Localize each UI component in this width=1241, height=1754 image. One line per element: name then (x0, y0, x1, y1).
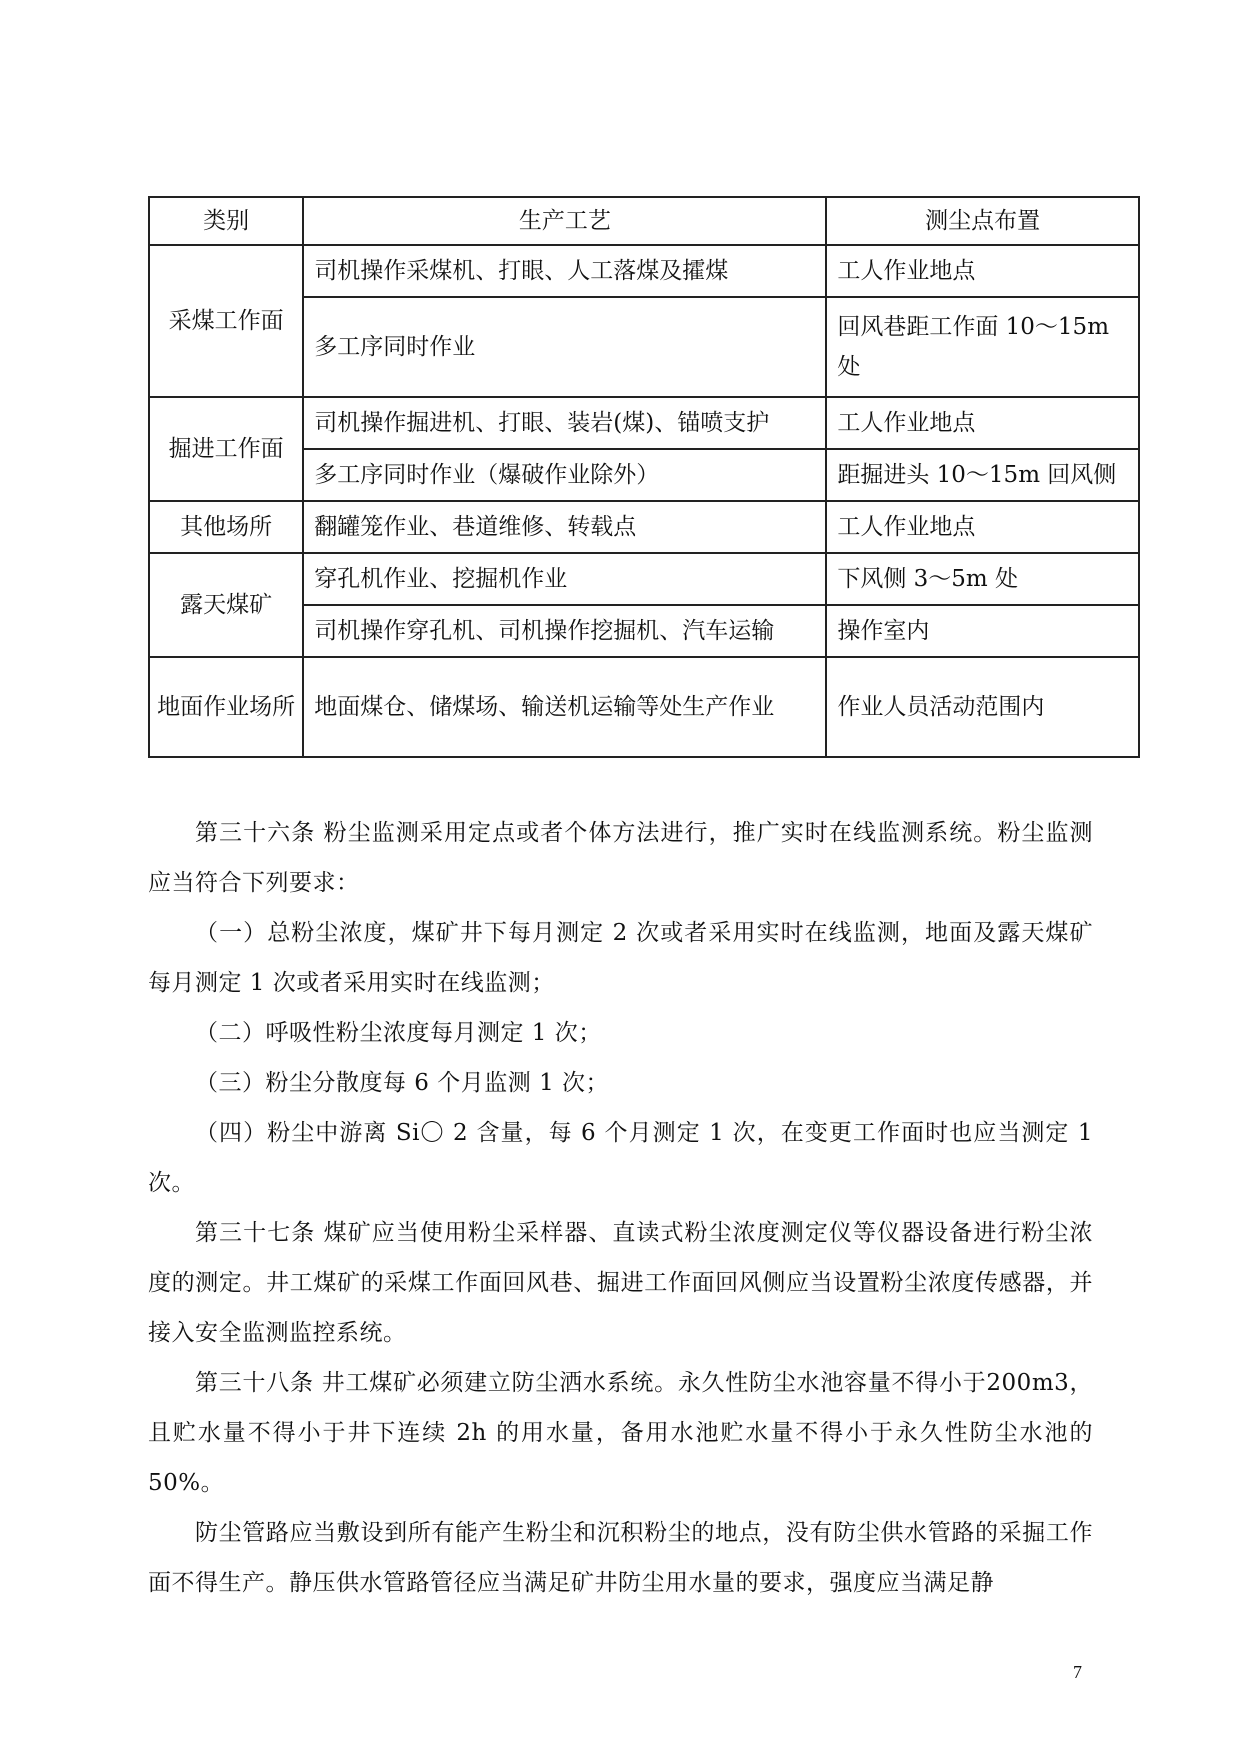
category-cell: 采煤工作面 (149, 245, 303, 397)
point-cell: 距掘进头 10～15m 回风侧 (826, 449, 1139, 501)
article-37-paragraph: 第三十七条 煤矿应当使用粉尘采样器、直读式粉尘浓度测定仪等仪器设备进行粉尘浓度的测定。井工煤矿的采煤工作面回风巷、掘进工作面回风侧应当设置粉尘浓度传感器，并接入安全监测监控系统。 (148, 1220, 1093, 1346)
table-row (149, 657, 1139, 757)
process-cell: 穿孔机作业、挖掘机作业 (303, 553, 826, 605)
point-cell: 工人作业地点 (826, 397, 1139, 449)
point-cell: 回风巷距工作面 10～15m处 (826, 297, 1139, 397)
pipeline-paragraph: 防尘管路应当敷设到所有能产生粉尘和沉积粉尘的地点，没有防尘供水管路的采掘工作面不得生产。静压供水管路管径应当满足矿井防尘用水量的要求，强度应当满足静 (148, 1520, 1093, 1596)
item-1-paragraph: （一）总粉尘浓度，煤矿井下每月测定 2 次或者采用实时在线监测，地面及露天煤矿每月测定 1 次或者采用实时在线监测； (148, 920, 1093, 996)
category-cell: 其他场所 (149, 501, 303, 553)
table-header-row (149, 197, 1139, 245)
process-cell: 多工序同时作业 (303, 297, 826, 397)
category-cell: 露天煤矿 (149, 553, 303, 657)
process-cell: 多工序同时作业（爆破作业除外） (303, 449, 826, 501)
process-cell: 地面煤仓、储煤场、输送机运输等处生产作业 (303, 657, 826, 757)
table-row (149, 245, 1139, 297)
point-cell: 作业人员活动范围内 (826, 657, 1139, 757)
header-point: 测尘点布置 (826, 197, 1139, 245)
header-process: 生产工艺 (303, 197, 826, 245)
point-cell: 下风侧 3～5m 处 (826, 553, 1139, 605)
item-3-paragraph: （三）粉尘分散度每 6 个月监测 1 次； (195, 1070, 610, 1096)
table-row (149, 501, 1139, 553)
article-38-paragraph: 第三十八条 井工煤矿必须建立防尘洒水系统。永久性防尘水池容量不得小于200m3，且贮水量不得小于井下连续 2h 的用水量，备用水池贮水量不得小于永久性防尘水池的 50%。 (148, 1370, 1093, 1496)
item-4-paragraph: （四）粉尘中游离 Si〇 2 含量，每 6 个月测定 1 次，在变更工作面时也应当测定 1 次。 (148, 1120, 1093, 1196)
dust-measurement-table (148, 196, 1140, 758)
category-cell: 地面作业场所 (149, 657, 303, 757)
process-cell: 司机操作穿孔机、司机操作挖掘机、汽车运输 (303, 605, 826, 657)
category-cell: 掘进工作面 (149, 397, 303, 501)
process-cell: 司机操作掘进机、打眼、装岩(煤)、锚喷支护 (303, 397, 826, 449)
header-category: 类别 (149, 197, 303, 245)
table-row (149, 553, 1139, 605)
process-cell: 司机操作采煤机、打眼、人工落煤及攉煤 (303, 245, 826, 297)
item-2-paragraph: （二）呼吸性粉尘浓度每月测定 1 次； (195, 1020, 602, 1046)
page-number: 7 (1073, 1662, 1082, 1682)
regulation-text (148, 808, 1093, 1608)
point-cell: 工人作业地点 (826, 245, 1139, 297)
point-cell: 工人作业地点 (826, 501, 1139, 553)
table-row (149, 397, 1139, 449)
article-36-paragraph: 第三十六条 粉尘监测采用定点或者个体方法进行，推广实时在线监测系统。粉尘监测应当符合下列要求： (148, 820, 1093, 896)
point-cell: 操作室内 (826, 605, 1139, 657)
process-cell: 翻罐笼作业、巷道维修、转载点 (303, 501, 826, 553)
